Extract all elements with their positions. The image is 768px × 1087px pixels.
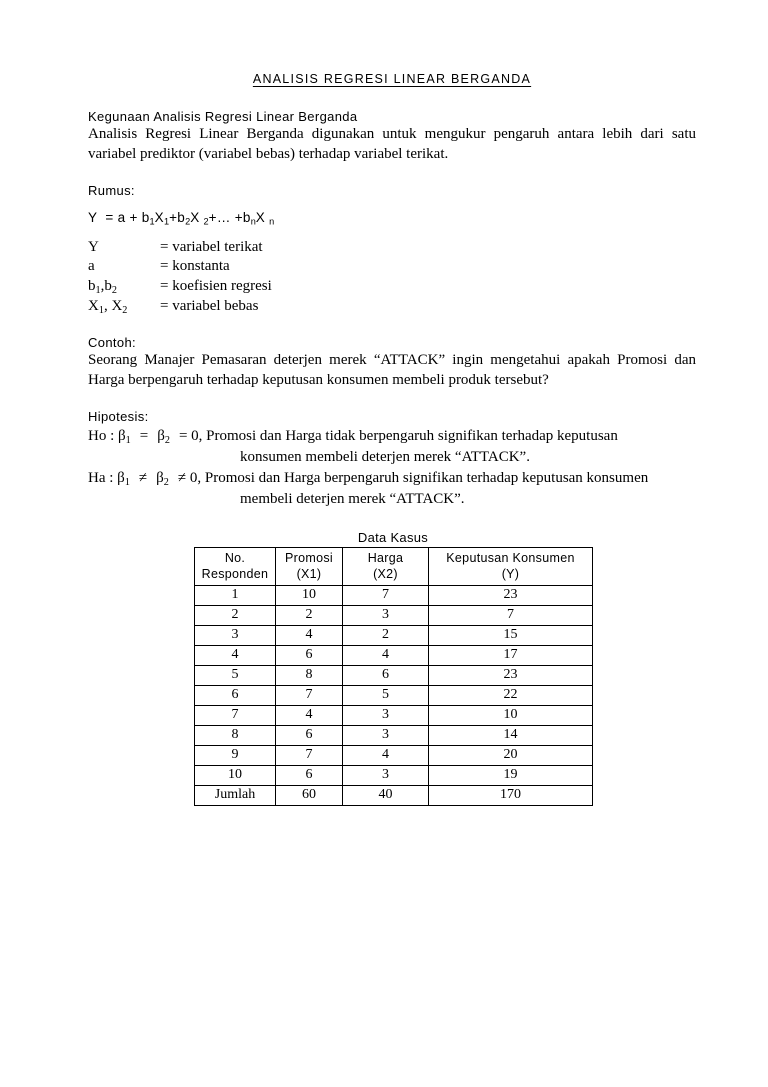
cell-no: 5 — [195, 665, 276, 685]
rumus-heading: Rumus: — [88, 183, 135, 199]
hypothesis-ha-label: Ha : — [88, 469, 118, 486]
cell-x1: 7 — [276, 685, 343, 705]
spacer — [88, 227, 696, 238]
cell-x2: 6 — [343, 665, 429, 685]
contoh-paragraph: Seorang Manajer Pemasaran deterjen merek “ATTACK” ingin mengetahui apakah Promosi dan Harga berpengaruh terhadap keputusan konsumen membeli produk tersebut? — [88, 352, 696, 389]
header-line-1: Promosi — [285, 550, 333, 565]
header-line-1: Harga — [367, 550, 404, 565]
cell-no: 4 — [195, 645, 276, 665]
spacer — [88, 87, 696, 109]
contoh-heading: Contoh: — [88, 335, 136, 351]
table-body — [195, 585, 593, 805]
cell-no: 10 — [195, 765, 276, 785]
document-title-text: ANALISIS REGRESI LINEAR BERGANDA — [252, 72, 532, 86]
table-row — [195, 745, 593, 765]
cell-x1: 10 — [276, 585, 343, 605]
table-total-row — [195, 785, 593, 805]
cell-y: 23 — [429, 665, 593, 685]
document-content — [88, 0, 696, 806]
cell-no: 8 — [195, 725, 276, 745]
cell-x1: 6 — [276, 765, 343, 785]
cell-y: 14 — [429, 725, 593, 745]
cell-y: 15 — [429, 625, 593, 645]
cell-x1: 4 — [276, 705, 343, 725]
hypothesis-ho-label: Ho : — [88, 427, 118, 444]
cell-x2: 3 — [343, 705, 429, 725]
table-header-row — [195, 547, 593, 585]
cell-y: 7 — [429, 605, 593, 625]
cell-no: 1 — [195, 585, 276, 605]
cell-x2: 5 — [343, 685, 429, 705]
cell-total-y: 170 — [429, 785, 593, 805]
hypothesis-ho-line: Ho : $\beta_1 = \beta_2 = 0$, Promosi dan Harga tidak berpengaruh signifikan terhadap keputusan — [88, 427, 618, 446]
hypothesis-ha-continuation: membeli deterjen merek “ATTACK”. — [240, 491, 465, 508]
table-row — [195, 705, 593, 725]
definition-term: Y — [88, 238, 99, 255]
table-header-cell-promosi — [276, 547, 343, 585]
data-kasus-table — [194, 547, 593, 806]
header-line-1: Keputusan Konsumen — [446, 550, 575, 565]
cell-total-x1: 60 — [276, 785, 343, 805]
hypothesis-ha-line: Ha : $\beta_1 \ne \beta_2 \ne 0$, Promosi dan Harga berpengaruh signifikan terhadap keputusan konsumen — [88, 469, 649, 488]
cell-x2: 3 — [343, 605, 429, 625]
cell-x2: 4 — [343, 745, 429, 765]
kegunaan-heading: Kegunaan Analisis Regresi Linear Berganda — [88, 109, 358, 124]
cell-x2: 4 — [343, 645, 429, 665]
cell-y: 20 — [429, 745, 593, 765]
cell-x1: 4 — [276, 625, 343, 645]
formula-definitions — [88, 238, 696, 317]
cell-x1: 2 — [276, 605, 343, 625]
table-row — [195, 605, 593, 625]
hypothesis-ho-statement: = 0, Promosi dan Harga tidak berpengaruh signifikan terhadap keputusan — [178, 427, 618, 444]
definition-term: a — [88, 258, 95, 275]
cell-x2: 2 — [343, 625, 429, 645]
data-table-section — [88, 530, 696, 806]
cell-y: 10 — [429, 705, 593, 725]
definition-item: $X_1$, $X_2$ = variabel bebas — [88, 298, 259, 316]
definition-item: a = konstanta — [88, 257, 696, 277]
cell-x1: 7 — [276, 745, 343, 765]
cell-y: 17 — [429, 645, 593, 665]
table-row — [195, 765, 593, 785]
header-line-2: (X2) — [373, 566, 398, 581]
cell-no: 2 — [195, 605, 276, 625]
kegunaan-paragraph: Analisis Regresi Linear Berganda digunakan untuk mengukur pengaruh antara lebih dari satu variabel prediktor (variabel bebas) terhadap variabel terikat. — [88, 126, 696, 163]
cell-total-x2: 40 — [343, 785, 429, 805]
regression-formula: $Y = a + b_1X_1+b_2X$ $_2$+… $+b_nX$ $_n$ — [88, 210, 275, 227]
hypothesis-ha-statement: ≠ 0, Promosi dan Harga berpengaruh signifikan terhadap keputusan konsumen — [177, 469, 649, 486]
spacer — [88, 391, 696, 409]
table-row — [195, 665, 593, 685]
definition-item: Y = variabel terikat — [88, 238, 696, 258]
cell-y: 22 — [429, 685, 593, 705]
table-header-cell-keputusan — [429, 547, 593, 585]
hypothesis-ho-continuation: konsumen membeli deterjen merek “ATTACK”. — [240, 449, 530, 466]
header-line-2: Responden — [201, 566, 269, 581]
cell-y: 19 — [429, 765, 593, 785]
hipotesis-heading: Hipotesis: — [88, 409, 149, 425]
cell-y: 23 — [429, 585, 593, 605]
cell-x2: 3 — [343, 725, 429, 745]
definition-item: $b_1,b_2$ = koefisien regresi — [88, 277, 272, 296]
cell-total-label: Jumlah — [195, 785, 276, 805]
spacer — [88, 199, 696, 210]
definition-term: $b_1,b_2$ — [88, 277, 117, 296]
cell-no: 3 — [195, 625, 276, 645]
definition-term: $X_1$, $X_2$ — [88, 298, 128, 316]
cell-x1: 8 — [276, 665, 343, 685]
table-header-cell-no — [195, 547, 276, 585]
table-header — [195, 547, 593, 585]
table-row — [195, 725, 593, 745]
document-title — [88, 72, 696, 87]
spacer — [88, 165, 696, 183]
table-row — [195, 585, 593, 605]
cell-no: 7 — [195, 705, 276, 725]
table-row — [195, 645, 593, 665]
header-line-2: (Y) — [501, 566, 520, 581]
table-row — [195, 625, 593, 645]
cell-x1: 6 — [276, 725, 343, 745]
cell-x2: 3 — [343, 765, 429, 785]
cell-x1: 6 — [276, 645, 343, 665]
cell-no: 9 — [195, 745, 276, 765]
hypothesis-block — [88, 426, 696, 510]
header-line-1: No. — [224, 550, 246, 565]
cell-x2: 7 — [343, 585, 429, 605]
header-line-2: (X1) — [296, 566, 322, 581]
spacer — [88, 317, 696, 335]
cell-no: 6 — [195, 685, 276, 705]
table-header-cell-harga — [343, 547, 429, 585]
table-row — [195, 685, 593, 705]
table-caption: Data Kasus — [357, 529, 429, 545]
